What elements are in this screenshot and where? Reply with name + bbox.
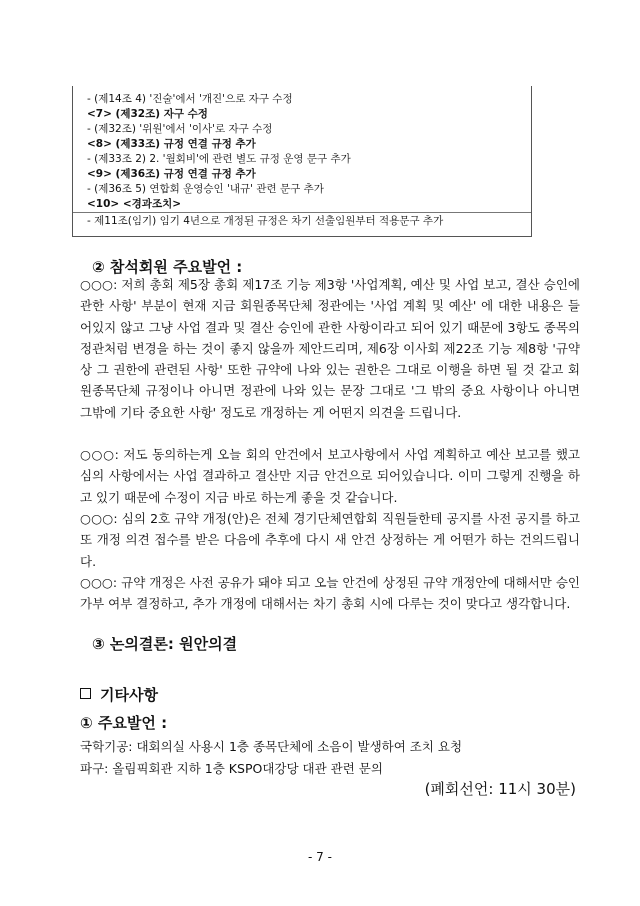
checkbox-bullet-icon	[80, 688, 91, 699]
box-line: <8> (제33조) 규정 연결 규정 추가	[87, 138, 256, 150]
other-remark-line: 국학기공: 대회의실 사용시 1층 종목단체에 소음이 발생하여 조치 요청	[80, 739, 463, 754]
remark-paragraph: ○○○: 저도 동의하는게 오늘 회의 안건에서 보고사항에서 사업 계획하고 예산 보고를 했고 심의 사항에서는 사업 결과하고 결산만 지금 안건으로 되어있습니다. 이미 그렇게 진행을 하고 있기 때문에 수정이 지금 바로 하는게 좋을 것 같습니다.	[80, 447, 580, 505]
box-line: - (제33조 2) 2. '월회비'에 관련 별도 규정 운영 문구 추가	[87, 153, 351, 165]
closing-declaration: (폐회선언: 11시 30분)	[424, 780, 576, 798]
other-remarks-title: ① 주요발언 :	[80, 714, 168, 732]
box-line: <10> <경과조치>	[87, 198, 182, 210]
box-line: <9> (제36조) 규정 연결 규정 추가	[87, 168, 256, 180]
box-line: - (제32조) '위원'에서 '이사'로 자구 수정	[87, 123, 273, 135]
amendment-summary-box	[72, 86, 532, 237]
other-remark-line: 파구: 올림픽회관 지하 1층 KSPO대강당 대관 관련 문의	[80, 761, 383, 776]
section-title-remarks: ② 참석회원 주요발언 :	[92, 258, 243, 276]
box-divider	[73, 212, 531, 213]
other-matters-heading: 기타사항	[100, 686, 158, 704]
remark-paragraph: ○○○: 심의 2호 규약 개정(안)은 전체 경기단체연합회 직원들한테 공지를 사전 공지를 하고 또 개정 의견 접수를 받은 다음에 추후에 다시 새 안건 상정하는 게 어떤가 하는 건의드립니다.	[80, 511, 580, 569]
page-number: - 7 -	[308, 850, 332, 864]
section-title-conclusion: ③ 논의결론: 원안의결	[92, 635, 238, 653]
box-line: - (제36조 5) 연합회 운영승인 '내규' 관련 문구 추가	[87, 183, 324, 195]
box-line: - 제11조(임기) 임기 4년으로 개정된 규정은 차기 선출임원부터 적용문구 추가	[87, 215, 444, 227]
remark-paragraph: ○○○: 규약 개정은 사전 공유가 돼야 되고 오늘 안건에 상정된 규약 개정안에 대해서만 승인 가부 여부 결정하고, 추가 개정에 대해서는 차기 총회 시에 다루는 것이 맞다고 생각합니다.	[80, 575, 580, 612]
box-line: <7> (제32조) 자구 수정	[87, 108, 208, 120]
remark-paragraph: ○○○: 저희 총회 제5장 총회 제17조 기능 제3항 '사업계획, 예산 및 사업 보고, 결산 승인에 관한 사항' 부분이 현재 지금 회원종목단체 정관에는 '사업 계획 및 예산' 에 대한 내용은 들어있지 않고 그냥 사업 결과 및 결산 승인에 관한 사항이라고 되어 있기 때문에 3항도 종목의 정관처럼 변경을 하는 것이 좋지 않을까 제안드리며, 제6장 이사회 제22조 기능 제8항 '규약 상 그 권한에 관련된 사항' 또한 규약에 나와 있는 권한은 그대로 이행을 하면 될 것 같고 회원종목단체 규정이나 아니면 정관에 나와 있는 문장 그대로 '그 밖의 중요 사항이나 아니면 그밖에 기타 중요한 사항' 정도로 개정하는 게 어떤지 의견을 드립니다.	[80, 277, 580, 420]
box-line: - (제14조 4) '진술'에서 '개진'으로 자구 수정	[87, 93, 293, 105]
